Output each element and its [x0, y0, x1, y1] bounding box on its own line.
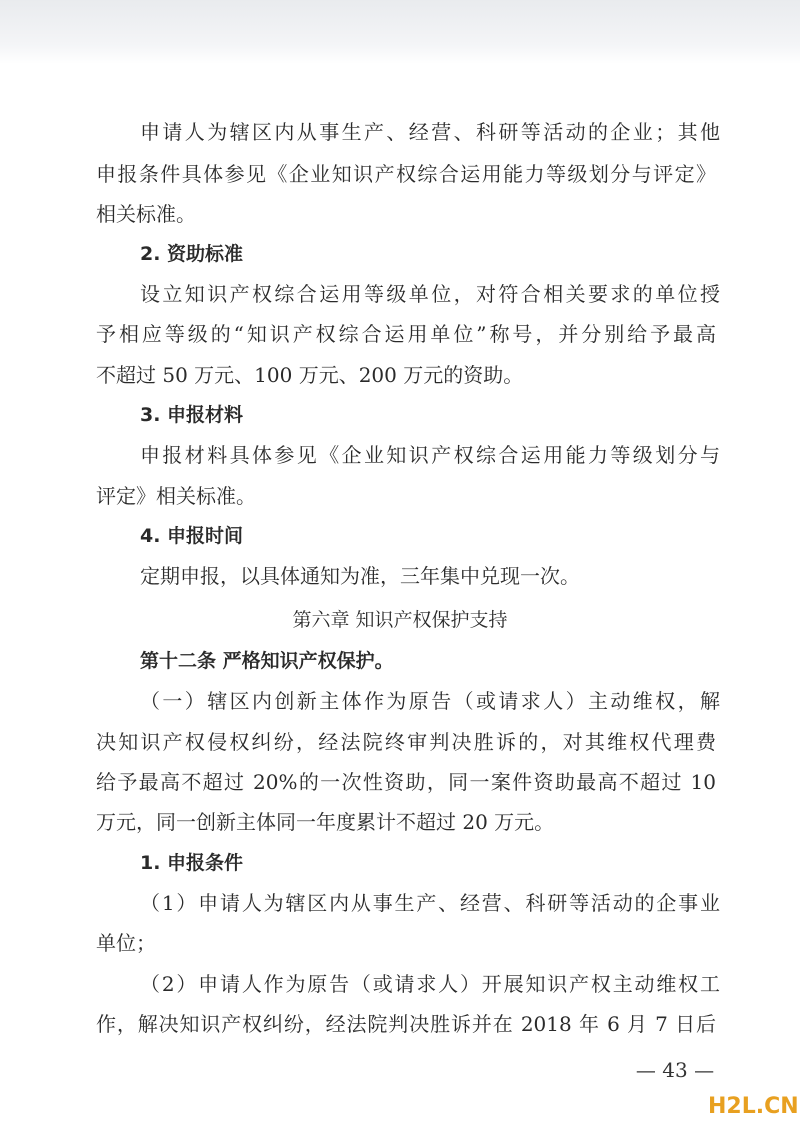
section-heading: 3. 申报材料	[140, 404, 244, 426]
paragraph-line: 给予最高不超过 20%的一次性资助，同一案件资助最高不超过 10	[96, 770, 716, 794]
chapter-heading: 第六章 知识产权保护支持	[292, 609, 508, 631]
paragraph-line: 定期申报，以具体通知为准，三年集中兑现一次。	[140, 564, 580, 588]
watermark-logo: H2L.CN	[708, 1094, 799, 1119]
paragraph-line: 申报条件具体参见《企业知识产权综合运用能力等级划分与评定》	[96, 162, 716, 186]
article-heading: 第十二条 严格知识产权保护。	[140, 650, 394, 672]
paragraph-line: （一）辖区内创新主体作为原告（或请求人）主动维权，解	[140, 689, 720, 713]
paragraph-line: 作，解决知识产权纠纷，经法院判决胜诉并在 2018 年 6 月 7 日后	[96, 1012, 716, 1036]
page-number: — 43 —	[635, 1058, 715, 1082]
paragraph-line: 相关标准。	[96, 202, 196, 226]
paragraph-line: 决知识产权侵权纠纷，经法院终审判决胜诉的，对其维权代理费	[96, 730, 716, 754]
paragraph-line: （1）申请人为辖区内从事生产、经营、科研等活动的企事业	[140, 891, 720, 915]
paragraph-line: 万元，同一创新主体同一年度累计不超过 20 万元。	[96, 810, 555, 834]
section-heading: 4. 申报时间	[140, 525, 244, 547]
paragraph-line: 予相应等级的“知识产权综合运用单位”称号，并分别给予最高	[96, 322, 716, 346]
paragraph-line: （2）申请人作为原告（或请求人）开展知识产权主动维权工	[140, 972, 720, 996]
section-heading: 2. 资助标准	[140, 243, 244, 265]
paragraph-line: 评定》相关标准。	[96, 484, 256, 508]
section-heading: 1. 申报条件	[140, 852, 244, 874]
paragraph-line: 不超过 50 万元、100 万元、200 万元的资助。	[96, 363, 524, 387]
paragraph-line: 申请人为辖区内从事生产、经营、科研等活动的企业；其他	[140, 120, 720, 144]
paragraph-line: 设立知识产权综合运用等级单位，对符合相关要求的单位授	[140, 282, 720, 306]
paragraph-line: 申报材料具体参见《企业知识产权综合运用能力等级划分与	[140, 443, 720, 467]
paragraph-line: 单位；	[96, 931, 156, 955]
